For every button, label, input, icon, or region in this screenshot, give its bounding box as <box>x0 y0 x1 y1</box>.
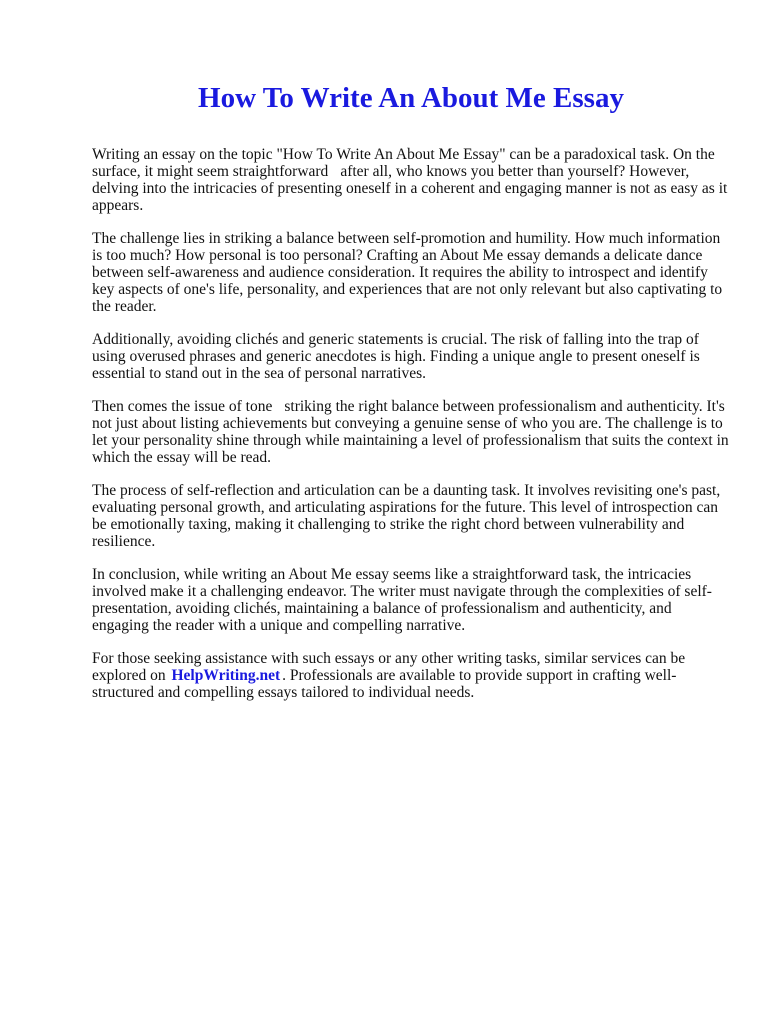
paragraph-6: In conclusion, while writing an About Me essay seems like a straightforward task, the intricacies involved make it a challenging endeavor. The writer must navigate through the complexities of self-presentation, avoiding clichés, maintaining a balance of professionalism and authenticity, and engaging the reader with a unique and compelling narrative. <box>92 566 712 634</box>
page-title: How To Write An About Me Essay <box>198 82 624 114</box>
paragraph-5: The process of self-reflection and articulation can be a daunting task. It involves revisiting one's past, evaluating personal growth, and articulating aspirations for the future. This level of introspection can be emotionally taxing, making it challenging to strike the right chord between vulnerability and resilience. <box>92 482 721 550</box>
paragraph-3: Additionally, avoiding clichés and generic statements is crucial. The risk of falling into the trap of using overused phrases and generic anecdotes is high. Finding a unique angle to present oneself is essential to stand out in the sea of personal narratives. <box>92 331 700 382</box>
paragraph-7 <box>92 650 732 701</box>
essay-body <box>92 146 732 717</box>
paragraph-1-part-1: Writing an essay on the topic "How To Write An About Me Essay" can be a paradoxical task. On the surface, it might seem straightforward <box>92 146 715 180</box>
helpwriting-link[interactable]: HelpWriting.net <box>171 667 281 684</box>
paragraph-4-part-1: Then comes the issue of tone <box>92 398 273 415</box>
paragraph-1-part-2: after all, who knows you better than yourself? However, delving into the intricacies of presenting oneself in a coherent and engaging manner is not as easy as it appears. <box>92 163 728 214</box>
paragraph-4-part-2: striking the right balance between professionalism and authenticity. It's not just about listing achievements but conveying a genuine sense of who you are. The challenge is to let your personality shine through while maintaining a level of professionalism that suits the context in which the essay will be read. <box>92 398 729 466</box>
paragraph-7-part-2: . Professionals are available to provide support in crafting well-structured and compelling essays tailored to individual needs. <box>92 667 677 701</box>
paragraph-7-part-1: For those seeking assistance with such essays or any other writing tasks, similar services can be explored on <box>92 650 686 684</box>
paragraph-4 <box>92 398 732 466</box>
paragraph-2: The challenge lies in striking a balance between self-promotion and humility. How much information is too much? How personal is too personal? Crafting an About Me essay demands a delicate dance between self-awareness and audience consideration. It requires the ability to introspect and identify key aspects of one's life, personality, and experiences that are not only relevant but also captivating to the reader. <box>92 230 723 315</box>
paragraph-1 <box>92 146 732 214</box>
